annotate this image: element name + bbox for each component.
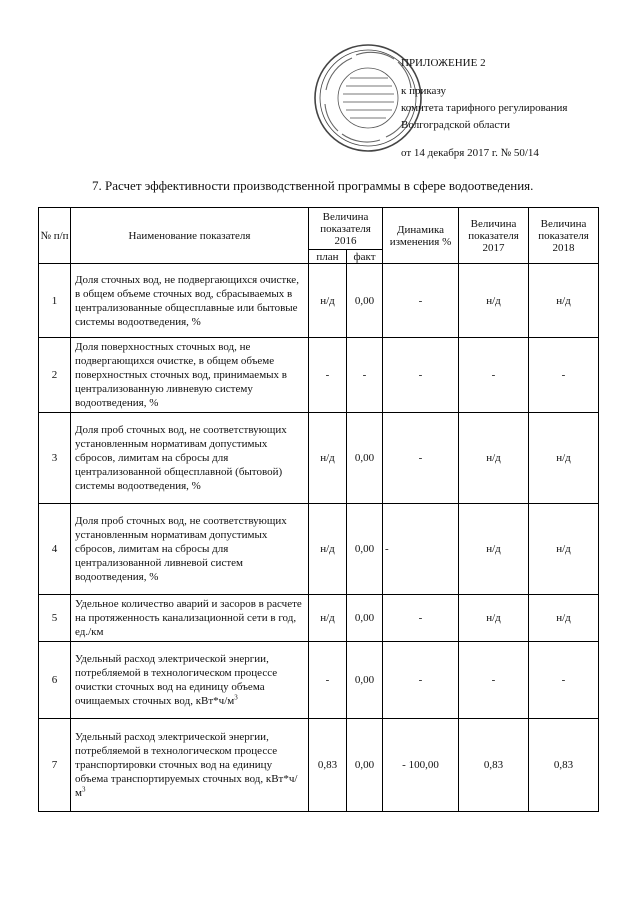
value-2018: н/д: [529, 264, 599, 338]
row-number: 1: [39, 264, 71, 338]
value-2017: н/д: [459, 504, 529, 595]
dynamics-value: -: [383, 413, 459, 504]
table-row: [39, 504, 599, 595]
dynamics-value: - 100,00: [383, 719, 459, 812]
dynamics-value: -: [383, 264, 459, 338]
row-number: 6: [39, 642, 71, 719]
header-name: Наименование показателя: [71, 208, 309, 264]
value-2017: -: [459, 642, 529, 719]
order-date: от 14 декабря 2017 г. № 50/14: [401, 147, 539, 159]
indicator-name: [71, 338, 309, 413]
fact-2016-value: 0,00: [347, 595, 383, 642]
dynamics-value: -: [383, 595, 459, 642]
indicator-name-text: Доля сточных вод, не подвергающихся очистке, в общем объеме сточных вод, сбрасываемых в централизованные общесплавные или бытовые системы водоотведения, %: [75, 273, 299, 328]
header-fact: факт: [347, 250, 383, 264]
row-number: 2: [39, 338, 71, 413]
table-row: [39, 719, 599, 812]
value-2018: 0,83: [529, 719, 599, 812]
value-2018: н/д: [529, 413, 599, 504]
section-title: 7. Расчет эффективности производственной программы в сфере водоотведения.: [92, 178, 534, 193]
dynamics-value: -: [383, 504, 459, 595]
efficiency-table: [38, 207, 599, 812]
order-reference: к приказу: [401, 85, 447, 97]
indicator-name-text: Доля проб сточных вод, не соответствующих установленным нормативам допустимых сбросов, лимитам на сбросы для централизованной ливневой систем водоотведения, %: [75, 515, 287, 583]
fact-2016-value: 0,00: [347, 413, 383, 504]
indicator-name-text: Доля поверхностных сточных вод, не подвергающихся очистке, в общем объеме поверхностных сточных вод, принимаемых в централизованную ливневую систему водоотведения, %: [75, 341, 287, 409]
indicator-name-text: Удельный расход электрической энергии, потребляемой в технологическом процессе очистки сточных вод на единицу объема очищаемых сточных вод, кВт*ч/м: [75, 653, 278, 707]
header-value-2018: Величина показателя 2018: [529, 208, 599, 264]
dynamics-value: -: [383, 642, 459, 719]
plan-2016-value: н/д: [309, 595, 347, 642]
indicator-name: [71, 413, 309, 504]
value-2017: н/д: [459, 264, 529, 338]
committee-name: комитета тарифного регулирования: [401, 102, 568, 114]
indicator-name: [71, 264, 309, 338]
value-2017: 0,83: [459, 719, 529, 812]
indicator-name-text: Доля проб сточных вод, не соответствующих установленным нормативам допустимых сбросов, лимитам на сбросы для централизованной общесплавной (бытовой) системы водоотведения, %: [75, 424, 287, 492]
header-value-2016: Величина показателя 2016: [309, 208, 383, 250]
region-name: Волгоградской области: [401, 119, 510, 131]
indicator-name: [71, 504, 309, 595]
table-row: [39, 264, 599, 338]
table-row: [39, 413, 599, 504]
fact-2016-value: 0,00: [347, 264, 383, 338]
row-number: 5: [39, 595, 71, 642]
indicator-name-text: Удельное количество аварий и засоров в расчете на протяженность канализационной сети в год, ед./км: [75, 598, 302, 638]
indicator-name: [71, 642, 309, 719]
value-2018: н/д: [529, 595, 599, 642]
header-dynamics: Динамика изменения %: [383, 208, 459, 264]
table-row: [39, 338, 599, 413]
indicator-name: [71, 595, 309, 642]
value-2017: -: [459, 338, 529, 413]
row-number: 4: [39, 504, 71, 595]
header-value-2017: Величина показателя 2017: [459, 208, 529, 264]
appendix-header: [401, 55, 567, 162]
indicator-name-text: Удельный расход электрической энергии, потребляемой в технологическом процессе транспортировки сточных вод на единицу объема транспортируемых сточных вод, кВт*ч/м: [75, 731, 298, 799]
unit-superscript: 3: [81, 785, 86, 794]
fact-2016-value: 0,00: [347, 719, 383, 812]
row-number: 7: [39, 719, 71, 812]
table-row: [39, 642, 599, 719]
value-2018: н/д: [529, 504, 599, 595]
header-num: № п/п: [39, 208, 71, 264]
row-number: 3: [39, 413, 71, 504]
indicator-name: [71, 719, 309, 812]
plan-2016-value: 0,83: [309, 719, 347, 812]
value-2018: -: [529, 338, 599, 413]
value-2018: -: [529, 642, 599, 719]
unit-superscript: 3: [234, 693, 238, 702]
dynamics-value: -: [383, 338, 459, 413]
plan-2016-value: -: [309, 338, 347, 413]
plan-2016-value: н/д: [309, 264, 347, 338]
plan-2016-value: н/д: [309, 413, 347, 504]
plan-2016-value: -: [309, 642, 347, 719]
appendix-label: ПРИЛОЖЕНИЕ 2: [401, 57, 486, 69]
header-plan: план: [309, 250, 347, 264]
fact-2016-value: -: [347, 338, 383, 413]
table-row: [39, 595, 599, 642]
fact-2016-value: 0,00: [347, 642, 383, 719]
plan-2016-value: н/д: [309, 504, 347, 595]
fact-2016-value: 0,00: [347, 504, 383, 595]
value-2017: н/д: [459, 413, 529, 504]
value-2017: н/д: [459, 595, 529, 642]
